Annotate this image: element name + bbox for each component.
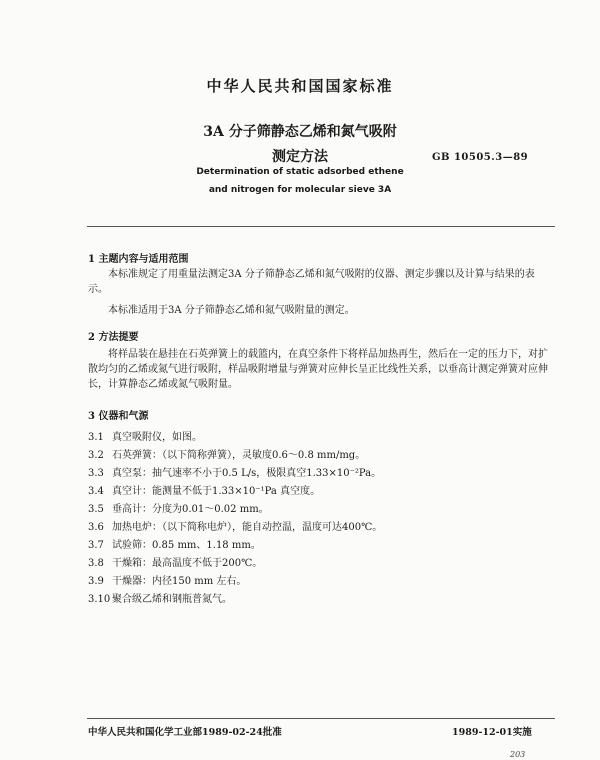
list-item: [88, 572, 246, 587]
item-text: 试验筛：0.85 mm、1.18 mm。: [112, 540, 261, 551]
list-item: [88, 536, 261, 551]
item-text: 真空计：能测量不低于1.33×10⁻¹Pa 真空度。: [112, 486, 321, 497]
approval-line: 中华人民共和国化学工业部1989-02-24批准: [88, 727, 282, 738]
item-number: 3.9: [88, 576, 104, 587]
list-item: [88, 500, 269, 515]
list-item: [88, 482, 320, 497]
item-number: 3.2: [88, 450, 104, 461]
item-number: 3.8: [88, 558, 104, 569]
english-title-line1: Determination of static adsorbed ethene: [196, 167, 404, 177]
item-number: 3.1: [88, 432, 104, 443]
implementation-date: 1989-12-01实施: [452, 727, 532, 738]
list-item: [88, 518, 382, 533]
item-number: 3.10: [88, 594, 111, 605]
list-item: [88, 554, 262, 569]
item-text: 干燥器：内径150 mm 左右。: [112, 576, 247, 587]
section-1-paragraph-1: 本标准规定了用重量法测定3A 分子筛静态乙烯和氮气吸附的仪器、测定步骤以及计算与结果的表示。: [88, 269, 535, 295]
list-item: [88, 590, 232, 605]
item-number: 3.5: [88, 504, 104, 515]
item-text: 真空吸附仪，如图。: [112, 432, 202, 443]
standard-number: GB 10505.3—89: [432, 152, 529, 163]
english-title-line2: and nitrogen for molecular sieve 3A: [208, 185, 392, 195]
header-divider: [87, 226, 555, 227]
item-text: 聚合级乙烯和钢瓶普氮气。: [112, 594, 232, 605]
item-text: 石英弹簧：（以下简称弹簧），灵敏度0.6～0.8 mm/mg。: [112, 450, 366, 461]
item-number: 3.6: [88, 522, 104, 533]
section-heading-2: 2 方法提要: [88, 332, 139, 343]
list-item: [88, 446, 365, 461]
list-item: [88, 428, 202, 443]
section-1-paragraph-2: 本标准适用于3A 分子筛静态乙烯和氮气吸附量的测定。: [108, 305, 355, 316]
document-title-line1: 3A 分子筛静态乙烯和氮气吸附: [203, 124, 397, 140]
section-heading-3: 3 仪器和气源: [88, 411, 149, 422]
item-text: 加热电炉：（以下简称电炉），能自动控温，温度可达400℃。: [112, 522, 383, 533]
document-title-line2: 测定方法: [272, 149, 328, 165]
item-number: 3.4: [88, 486, 104, 497]
item-number: 3.3: [88, 468, 104, 479]
item-text: 真空泵：抽气速率不小于0.5 L/s，极限真空1.33×10⁻²Pa。: [112, 468, 382, 479]
item-text: 干燥箱：最高温度不低于200℃。: [112, 558, 263, 569]
list-item: [88, 464, 381, 479]
footer-divider: [87, 718, 555, 719]
section-heading-1: 1 主题内容与适用范围: [88, 254, 189, 265]
section-2-paragraph-1: 将样品装在悬挂在石英弹簧上的载篮内，在真空条件下将样品加热再生，然后在一定的压力下，对扩散均匀的乙烯或氮气进行吸附，样品吸附增量与弹簧对应伸长呈正比线性关系，以垂高计测定弹簧对应伸长，计算静态乙烯或氮气吸附量。: [88, 349, 548, 390]
standard-type-header: 中华人民共和国国家标准: [206, 77, 394, 95]
item-number: 3.7: [88, 540, 104, 551]
page-number: 203: [510, 750, 526, 759]
item-text: 垂高计：分度为0.01～0.02 mm。: [112, 504, 269, 515]
